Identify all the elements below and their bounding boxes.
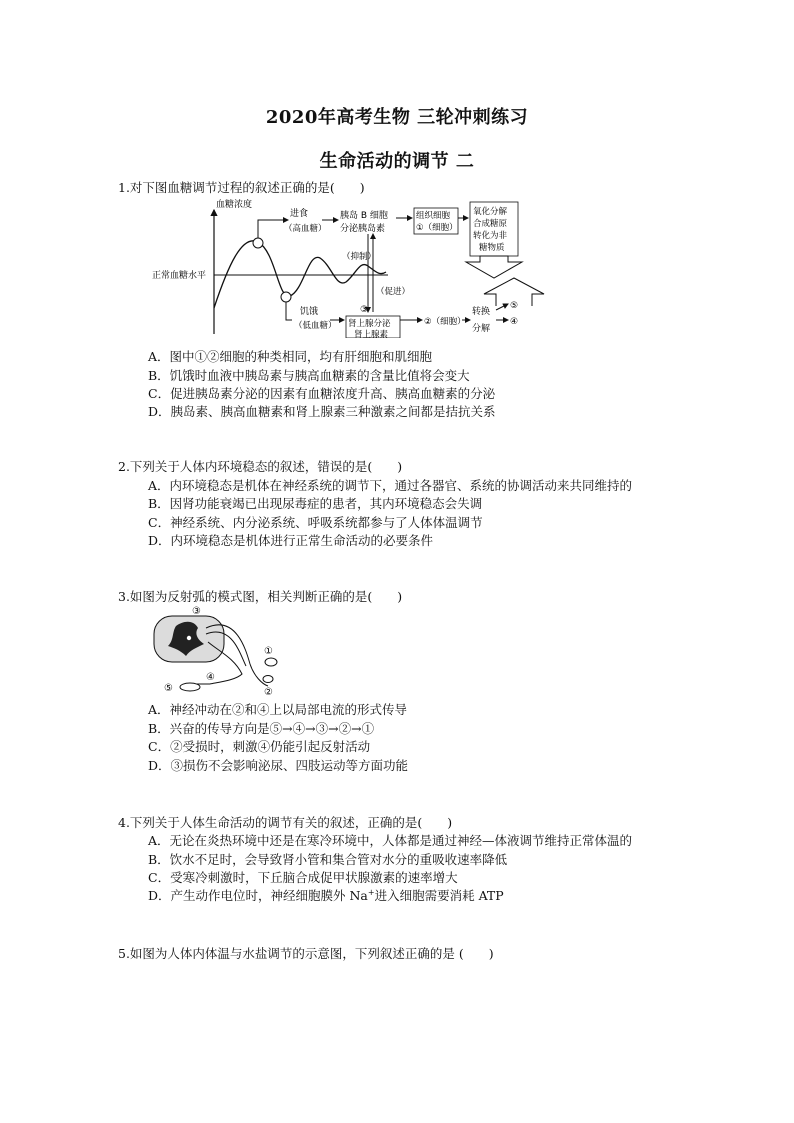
low-point-marker bbox=[281, 292, 291, 302]
svg-text:进食: 进食 bbox=[290, 209, 309, 219]
svg-text:组织细胞: 组织细胞 bbox=[416, 211, 451, 221]
question-2-stem: 2.下列关于人体内环境稳态的叙述，错误的是( ) bbox=[118, 459, 403, 474]
question-3-option-d: D．③损伤不会影响泌尿、四肢运动等方面功能 bbox=[148, 758, 409, 773]
svg-text:③: ③ bbox=[192, 606, 201, 617]
question-3-option-a: A．神经冲动在②和④上以局部电流的形式传导 bbox=[148, 702, 408, 717]
svg-text:②: ② bbox=[264, 687, 273, 696]
svg-text:⑤: ⑤ bbox=[510, 301, 519, 311]
question-1-option-c: C．促进胰岛素分泌的因素有血糖浓度升高、胰高血糖素的分泌 bbox=[148, 386, 496, 401]
question-5-stem: 5.如图为人体内体温与水盐调节的示意图，下列叙述正确的是 ( ) bbox=[118, 946, 494, 961]
svg-text:合成糖原: 合成糖原 bbox=[473, 219, 508, 229]
svg-text:（低血糖）: （低血糖） bbox=[294, 321, 337, 331]
question-2-option-b: B．因肾功能衰竭已出现尿毒症的患者，其内环境稳态会失调 bbox=[148, 496, 483, 511]
svg-text:⑤: ⑤ bbox=[164, 683, 173, 694]
question-4-stem: 4.下列关于人体生命活动的调节有关的叙述，正确的是( ) bbox=[118, 815, 453, 830]
page-subtitle: 生命活动的调节 二 bbox=[319, 151, 475, 172]
svg-text:④: ④ bbox=[206, 672, 215, 683]
svg-text:肾上腺素: 肾上腺素 bbox=[354, 330, 389, 338]
svg-text:转化为非: 转化为非 bbox=[473, 231, 508, 241]
svg-text:胰岛 B 细胞: 胰岛 B 细胞 bbox=[340, 211, 388, 221]
question-2-option-c: C．神经系统、内分泌系统、呼吸系统都参与了人体体温调节 bbox=[148, 515, 483, 530]
effector bbox=[180, 683, 200, 691]
question-1-option-a: A．图中①②细胞的种类相同，均有肝细胞和肌细胞 bbox=[148, 349, 433, 364]
page-title: 2020年高考生物 三轮冲刺练习 bbox=[265, 107, 529, 128]
svg-text:转换: 转换 bbox=[472, 307, 491, 317]
question-4-option-d: D．产生动作电位时，神经细胞膜外 Na+进入细胞需要消耗 ATP bbox=[148, 887, 504, 903]
y-axis-label: 血糖浓度 bbox=[216, 200, 253, 210]
question-4-option-a: A．无论在炎热环境中还是在寒冷环境中，人体都是通过神经—体液调节维持正常体温的 bbox=[148, 833, 633, 848]
question-3-option-b: B．兴奋的传导方向是⑤→④→③→②→① bbox=[148, 721, 375, 736]
question-4-option-c: C．受寒冷刺激时，下丘脑合成促甲状腺激素的速率增大 bbox=[148, 870, 458, 885]
question-1-option-d: D．胰岛素、胰高血糖素和肾上腺素三种激素之间都是拮抗关系 bbox=[148, 404, 496, 419]
question-2-option-d: D．内环境稳态是机体进行正常生命活动的必要条件 bbox=[148, 533, 434, 548]
question-1-option-b: B．饥饿时血液中胰岛素与胰高血糖素的含量比值将会变大 bbox=[148, 368, 470, 383]
reflex-arc-figure bbox=[150, 604, 290, 696]
question-1-stem: 1.对下图血糖调节过程的叙述正确的是( ) bbox=[118, 180, 365, 195]
svg-text:（抑制）: （抑制） bbox=[342, 252, 377, 262]
svg-text:①（细胞）: ①（细胞） bbox=[416, 223, 458, 233]
question-2-option-a: A．内环境稳态是机体在神经系统的调节下，通过各器官、系统的协调活动来共同维持的 bbox=[148, 478, 633, 493]
svg-text:②（细胞）: ②（细胞） bbox=[424, 317, 466, 327]
svg-text:（促进）: （促进） bbox=[376, 287, 411, 297]
svg-text:氧化分解: 氧化分解 bbox=[473, 207, 508, 217]
glucose-curve bbox=[214, 241, 386, 308]
receptor bbox=[265, 658, 277, 666]
question-3-option-c: C．②受损时，刺激④仍能引起反射活动 bbox=[148, 739, 371, 754]
svg-text:（高血糖）: （高血糖） bbox=[284, 224, 327, 234]
svg-text:分解: 分解 bbox=[472, 324, 491, 334]
svg-text:①: ① bbox=[264, 646, 273, 657]
down-big-arrow bbox=[466, 256, 522, 278]
question-3-stem: 3.如图为反射弧的模式图，相关判断正确的是( ) bbox=[118, 589, 403, 604]
svg-text:糖物质: 糖物质 bbox=[479, 243, 505, 253]
normal-level-label: 正常血糖水平 bbox=[152, 271, 207, 281]
svg-text:③: ③ bbox=[360, 305, 369, 315]
high-point-marker bbox=[253, 238, 263, 248]
svg-text:④: ④ bbox=[510, 317, 519, 327]
svg-text:肾上腺分泌: 肾上腺分泌 bbox=[348, 319, 391, 329]
blood-glucose-regulation-figure bbox=[150, 196, 550, 338]
svg-text:饥饿: 饥饿 bbox=[300, 307, 319, 317]
question-4-option-b: B．饮水不足时，会导致肾小管和集合管对水分的重吸收速率降低 bbox=[148, 852, 508, 867]
svg-text:分泌胰岛素: 分泌胰岛素 bbox=[340, 224, 386, 234]
